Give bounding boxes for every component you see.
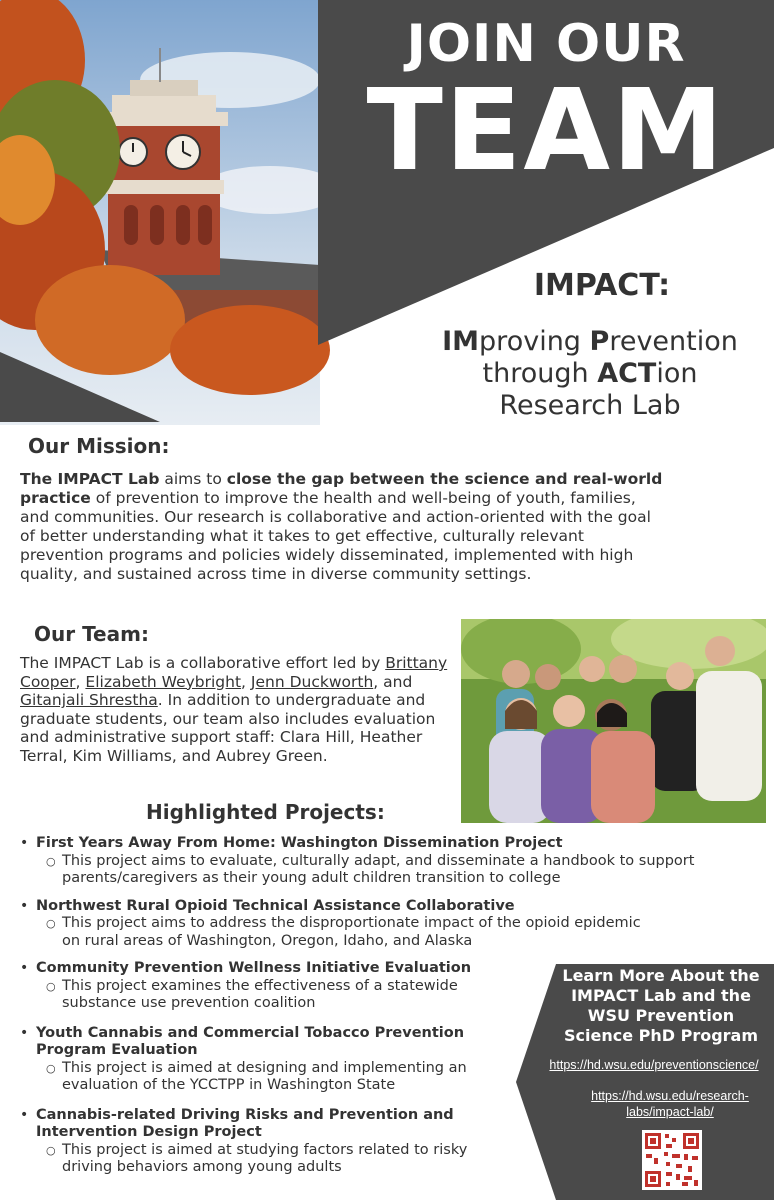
sub-text-ion: ion bbox=[656, 358, 698, 389]
impact-lab-link[interactable]: https://hd.wsu.edu/research-labs/impact-lab/ bbox=[591, 1089, 749, 1119]
list-item bbox=[20, 898, 710, 951]
list-item bbox=[20, 960, 506, 1013]
team-sep: , bbox=[241, 672, 251, 691]
bullet-icon: • bbox=[20, 1106, 29, 1123]
bullet-icon: • bbox=[20, 960, 29, 976]
project-desc-text: This project aims to evaluate, culturally adapt, and disseminate a handbook to support parents/caregivers as their young adult children transition to college bbox=[62, 852, 695, 886]
sub-bullet-icon: ○ bbox=[46, 1061, 56, 1075]
mission-bold-gap: close the gap between the science and real-world practice bbox=[20, 470, 663, 507]
hero-team-text: TEAM bbox=[366, 66, 726, 196]
team-sep: , and bbox=[373, 672, 413, 691]
leader-link-weybright[interactable]: Elizabeth Weybright bbox=[85, 672, 242, 691]
sub-bold-p: P bbox=[589, 326, 610, 357]
team-intro: The IMPACT Lab is a collaborative effort led by bbox=[20, 654, 386, 672]
team-outro: . In addition to undergraduate and graduate students, our team also includes evaluation and administrative support staff: Clara Hill, Heather Terral, Kim Williams, and Aubrey Green. bbox=[20, 691, 436, 765]
sub-bullet-icon: ○ bbox=[46, 1143, 56, 1157]
project-desc-text: This project examines the effectiveness of a statewide substance use prevention coalition bbox=[62, 977, 458, 1011]
mission-text-1: aims to bbox=[159, 470, 227, 488]
project-name: Community Prevention Wellness Initiative Evaluation bbox=[36, 960, 472, 976]
project-name: Northwest Rural Opioid Technical Assistance Collaborative bbox=[36, 897, 515, 914]
bullet-icon: • bbox=[20, 1024, 29, 1041]
leader-link-shrestha[interactable]: Gitanjali Shrestha bbox=[20, 691, 158, 710]
list-item bbox=[20, 835, 710, 888]
project-desc bbox=[36, 915, 642, 950]
bullet-icon: • bbox=[20, 835, 29, 851]
sub-bullet-icon: ○ bbox=[46, 854, 56, 868]
project-name: First Years Away From Home: Washington Dissemination Project bbox=[36, 835, 563, 851]
team-title: Our Team: bbox=[34, 622, 149, 646]
project-desc-text: This project aims to address the disproportionate impact of the opioid epidemic on rural areas of Washington, Oregon, Idaho, and Alaska bbox=[62, 915, 641, 949]
mission-bold-lab: The IMPACT Lab bbox=[20, 470, 160, 488]
list-item bbox=[20, 1107, 506, 1177]
sub-bullet-icon: ○ bbox=[46, 917, 56, 930]
mission-text-2: of prevention to improve the health and well-being of youth, families, and communities. Our research is collaborative and action-oriented with the goal of better understanding what it takes to get effective, culturally relevant prevention programs and policies widely disseminated, implemented with high quality, and sustained across time in diverse community settings. bbox=[20, 489, 651, 583]
team-sep: , bbox=[75, 672, 86, 691]
prevention-science-link[interactable]: https://hd.wsu.edu/preventionscience/ bbox=[549, 1058, 759, 1072]
project-name: Cannabis-related Driving Risks and Prevention and Intervention Design Project bbox=[36, 1106, 454, 1140]
qr-code-icon[interactable] bbox=[642, 1130, 702, 1190]
mission-title: Our Mission: bbox=[28, 434, 170, 458]
sub-bold-im: IM bbox=[442, 326, 480, 357]
project-desc bbox=[36, 853, 710, 888]
project-desc-text: This project is aimed at designing and implementing an evaluation of the YCCTPP in Washington State bbox=[62, 1059, 467, 1093]
bullet-icon: • bbox=[20, 897, 29, 914]
project-desc-text: This project is aimed at studying factors related to risky driving behaviors among young adults bbox=[62, 1141, 468, 1175]
project-desc bbox=[36, 978, 506, 1013]
sub-text-revention: revention bbox=[609, 326, 738, 357]
sub-bold-act: ACT bbox=[597, 358, 657, 389]
list-item bbox=[20, 1025, 506, 1095]
project-name: Youth Cannabis and Commercial Tobacco Prevention Program Evaluation bbox=[36, 1024, 465, 1058]
project-desc bbox=[36, 1060, 506, 1095]
hero-join-text: JOIN OUR bbox=[406, 14, 686, 74]
projects-title: Highlighted Projects: bbox=[146, 800, 385, 824]
sub-text-through: through bbox=[482, 358, 598, 389]
impact-heading: IMPACT: bbox=[533, 268, 671, 303]
sub-text-proving: proving bbox=[479, 326, 590, 357]
project-desc bbox=[36, 1142, 506, 1177]
impact-subtitle-line3: Research Lab bbox=[499, 390, 681, 421]
learn-more-title: Learn More About the IMPACT Lab and the WSU Prevention Science PhD Program bbox=[562, 966, 760, 1045]
sub-bullet-icon: ○ bbox=[46, 979, 56, 993]
leader-link-cooper[interactable]: Brittany Cooper bbox=[20, 654, 448, 691]
leader-link-duckworth[interactable]: Jenn Duckworth bbox=[250, 672, 374, 691]
